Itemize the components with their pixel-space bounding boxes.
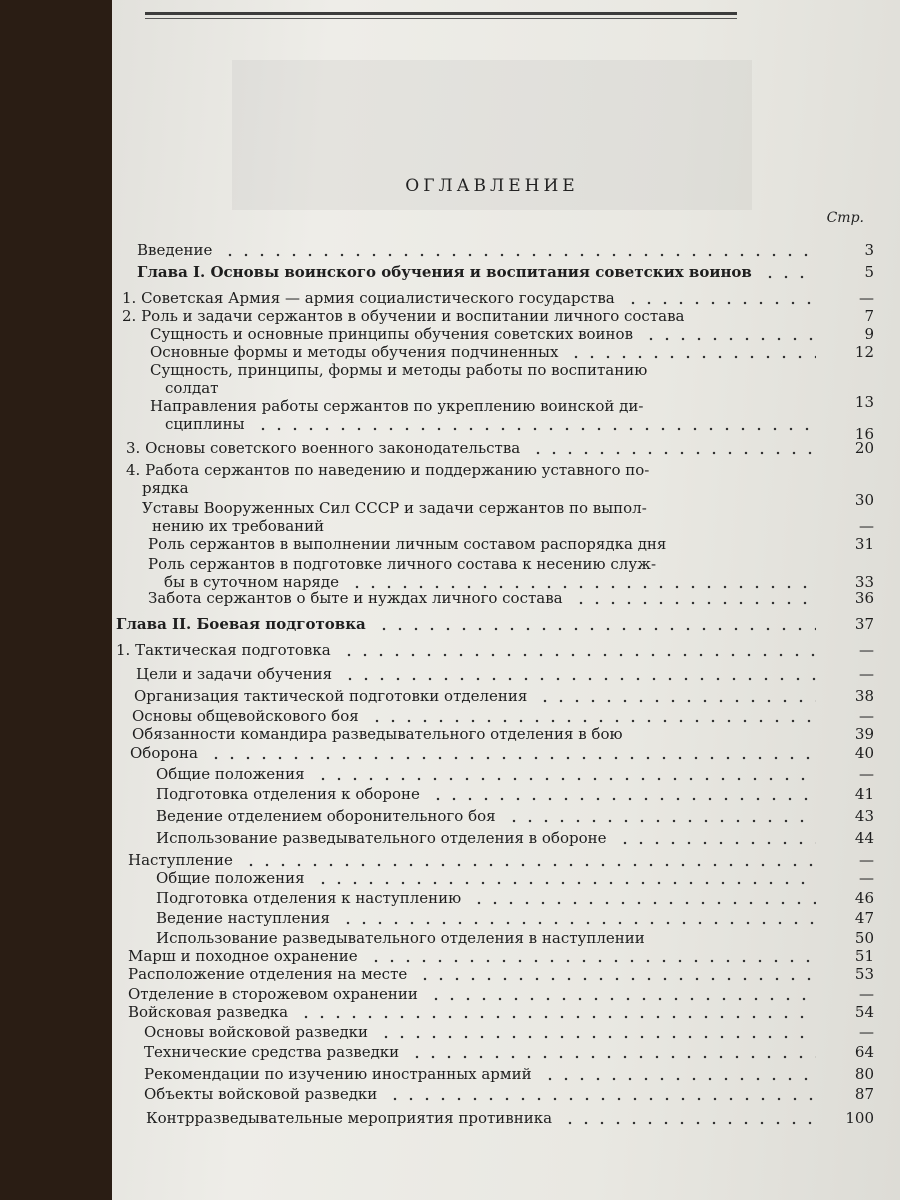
toc-entry-page: — xyxy=(859,765,874,783)
toc-entry xyxy=(112,888,900,910)
toc-entry-title: Направления работы сержантов по укреплению воинской ди- xyxy=(150,397,644,415)
book-page xyxy=(112,0,900,1200)
dot-leader xyxy=(643,337,816,341)
toc-entry-page: — xyxy=(859,985,874,1003)
toc-entry-title: Основы войсковой разведки xyxy=(144,1023,369,1041)
toc-entry-page: 37 xyxy=(854,615,874,633)
toc-entry xyxy=(112,784,900,806)
toc-entry-title: Общие положения xyxy=(156,765,305,783)
toc-entry-page: 36 xyxy=(854,589,874,607)
toc-entry-title: Рекомендации по изучению иностранных армий xyxy=(144,1065,532,1083)
dot-leader xyxy=(341,653,816,657)
toc-entry-title: Обязанности командира разведывательного отделения в бою xyxy=(132,725,623,743)
toc-entry-page: — xyxy=(859,641,874,659)
dot-leader xyxy=(222,253,816,257)
dot-leader xyxy=(568,355,816,359)
dot-leader xyxy=(471,901,816,905)
toc-entry-page: 43 xyxy=(854,807,874,825)
toc-entry xyxy=(112,262,900,284)
toc-entry-page: — xyxy=(859,517,874,535)
dot-leader xyxy=(315,881,816,885)
toc-entry xyxy=(112,414,900,443)
toc-entry-title: 1. Советская Армия — армия социалистического государства xyxy=(122,289,615,307)
dot-leader xyxy=(342,677,816,681)
page-title: ОГЛАВЛЕНИЕ xyxy=(405,176,579,196)
toc-entry xyxy=(112,1042,900,1064)
dot-leader xyxy=(762,275,816,279)
toc-entry-page: 41 xyxy=(854,785,874,803)
toc-entry-title: 2. Роль и задачи сержантов в обучении и воспитании личного состава xyxy=(122,307,685,325)
toc-entry-title: Объекты войсковой разведки xyxy=(144,1085,378,1103)
toc-entry-title: Расположение отделения на месте xyxy=(128,965,408,983)
toc-entry-page: 53 xyxy=(854,965,874,983)
dot-leader xyxy=(542,1077,816,1081)
toc-entry-title: Использование разведывательного отделения в обороне xyxy=(156,829,607,847)
toc-entry-page: 12 xyxy=(854,343,874,361)
dot-leader xyxy=(573,601,816,605)
toc-entry-page: 40 xyxy=(854,744,874,762)
toc-entry-title: Введение xyxy=(137,241,213,259)
dot-leader xyxy=(625,301,816,305)
toc-entry xyxy=(112,743,900,765)
toc-entry-title: 3. Основы советского военного законодательства xyxy=(126,439,521,457)
toc-entry-title: Глава II. Боевая подготовка xyxy=(116,615,366,633)
toc-entry-page: 80 xyxy=(854,1065,874,1083)
dot-leader xyxy=(378,1035,816,1039)
toc-entry-title: Основы общевойскового боя xyxy=(132,707,359,725)
dot-leader xyxy=(255,427,816,431)
toc-entry-page: 51 xyxy=(854,947,874,965)
toc-entry-title: Основные формы и методы обучения подчиненных xyxy=(150,343,559,361)
toc-entry xyxy=(112,614,900,636)
toc-entry-page: 13 xyxy=(854,393,874,411)
toc-entry-page: 46 xyxy=(854,889,874,907)
toc-entry-page: — xyxy=(859,869,874,887)
dot-leader xyxy=(208,756,816,760)
toc-entry-title: Цели и задачи обучения xyxy=(136,665,333,683)
toc-entry xyxy=(112,1108,900,1130)
dot-leader xyxy=(562,1121,816,1125)
toc-entry-page: 30 xyxy=(854,491,874,509)
toc-entry-page: — xyxy=(859,665,874,683)
toc-entry xyxy=(112,764,900,786)
toc-entry xyxy=(112,686,900,708)
dot-leader xyxy=(617,841,816,845)
dot-leader xyxy=(409,1055,816,1059)
toc-entry-page: — xyxy=(859,289,874,307)
dot-leader xyxy=(417,977,816,981)
toc-entry-page: 44 xyxy=(854,829,874,847)
page-column-label: Стр. xyxy=(826,210,864,226)
toc-entry xyxy=(112,240,900,262)
toc-entry-title: Марш и походное охранение xyxy=(128,947,358,965)
toc-entry-page: — xyxy=(859,1023,874,1041)
toc-entry xyxy=(112,640,900,662)
dot-leader xyxy=(530,451,816,455)
dot-leader xyxy=(298,1015,816,1019)
toc-entry-title: Роль сержантов в выполнении личным составом распорядка дня xyxy=(148,535,667,553)
toc-entry-page: 64 xyxy=(854,1043,874,1061)
toc-entry-title: Отделение в сторожевом охранении xyxy=(128,985,418,1003)
dot-leader xyxy=(376,627,816,631)
toc-entry-title: Использование разведывательного отделения в наступлении xyxy=(156,929,645,947)
dot-leader xyxy=(428,997,816,1001)
toc-entry-title: Роль сержантов в подготовке личного состава к несению служ- xyxy=(148,555,657,573)
toc-entry-title: Ведение отделением оборонительного боя xyxy=(156,807,496,825)
dot-leader xyxy=(387,1097,816,1101)
toc-entry-page: 31 xyxy=(854,535,874,553)
toc-entry-page: 16 xyxy=(854,425,874,443)
dot-leader xyxy=(243,863,816,867)
toc-entry-title: сциплины xyxy=(165,415,245,433)
toc-entry xyxy=(112,438,900,460)
toc-entry-page: 47 xyxy=(854,909,874,927)
toc-entry-page: — xyxy=(859,851,874,869)
toc-entry-title: Общие положения xyxy=(156,869,305,887)
toc-entry-page: 100 xyxy=(845,1109,874,1127)
toc-entry-title: Подготовка отделения к обороне xyxy=(156,785,420,803)
dot-leader xyxy=(340,921,816,925)
toc-entry-title: Организация тактической подготовки отделения xyxy=(134,687,528,705)
toc-entry-page: 38 xyxy=(854,687,874,705)
toc-entry-title: 4. Работа сержантов по наведению и поддержанию уставного по- xyxy=(126,461,650,479)
dot-leader xyxy=(537,699,816,703)
toc-entry xyxy=(112,964,900,986)
toc-entry-page: 5 xyxy=(864,263,874,281)
toc-entry-page: 20 xyxy=(854,439,874,457)
toc-entry-page: 7 xyxy=(864,307,874,325)
toc-entry-page: 33 xyxy=(854,573,874,591)
toc-entry-title: Уставы Вооруженных Сил СССР и задачи сержантов по выпол- xyxy=(142,499,647,517)
dot-leader xyxy=(368,959,816,963)
toc-entry xyxy=(112,664,900,686)
toc-entry-title: Наступление xyxy=(128,851,233,869)
toc-entry xyxy=(112,868,900,890)
top-rule-thin xyxy=(145,18,737,19)
toc-entry-page: 9 xyxy=(864,325,874,343)
dot-leader xyxy=(369,719,816,723)
toc-entry-title: 1. Тактическая подготовка xyxy=(116,641,331,659)
toc-entry-title: солдат xyxy=(165,379,219,397)
toc-entry xyxy=(112,806,900,828)
toc-entry-page: 3 xyxy=(864,241,874,259)
toc-entry-title: Сущность и основные принципы обучения советских воинов xyxy=(150,325,634,343)
toc-entry-title: Сущность, принципы, формы и методы работы по воспитанию xyxy=(150,361,648,379)
toc-entry xyxy=(112,534,900,556)
toc-entry-title: Глава I. Основы воинского обучения и воспитания советских воинов xyxy=(137,263,752,281)
toc-entry-page: 54 xyxy=(854,1003,874,1021)
toc-entry-title: Забота сержантов о быте и нуждах личного состава xyxy=(148,589,563,607)
toc-entry-page: 87 xyxy=(854,1085,874,1103)
toc-entry-title: Оборона xyxy=(130,744,198,762)
toc-entry xyxy=(112,588,900,610)
toc-entry-page: — xyxy=(859,707,874,725)
toc-entry xyxy=(112,908,900,930)
toc-entry xyxy=(112,828,900,850)
toc-entry-title: Ведение наступления xyxy=(156,909,330,927)
top-rule xyxy=(145,12,737,15)
toc-entry-page: 50 xyxy=(854,929,874,947)
toc-entry xyxy=(112,1002,900,1024)
toc-entry-title: рядка xyxy=(142,479,189,497)
toc-entry xyxy=(112,1064,900,1086)
toc-entry-title: Подготовка отделения к наступлению xyxy=(156,889,462,907)
dot-leader xyxy=(506,819,816,823)
toc-entry-title: Контрразведывательные мероприятия противника xyxy=(146,1109,553,1127)
toc-entry-title: Войсковая разведка xyxy=(128,1003,289,1021)
dot-leader xyxy=(315,777,816,781)
toc-entry-title: бы в суточном наряде xyxy=(164,573,340,591)
dot-leader xyxy=(430,797,816,801)
toc-entry-page: 39 xyxy=(854,725,874,743)
toc-entry xyxy=(112,1084,900,1106)
toc-entry-title: нению их требований xyxy=(152,517,325,535)
toc-entry xyxy=(112,1022,900,1044)
toc-entry-title: Технические средства разведки xyxy=(144,1043,400,1061)
